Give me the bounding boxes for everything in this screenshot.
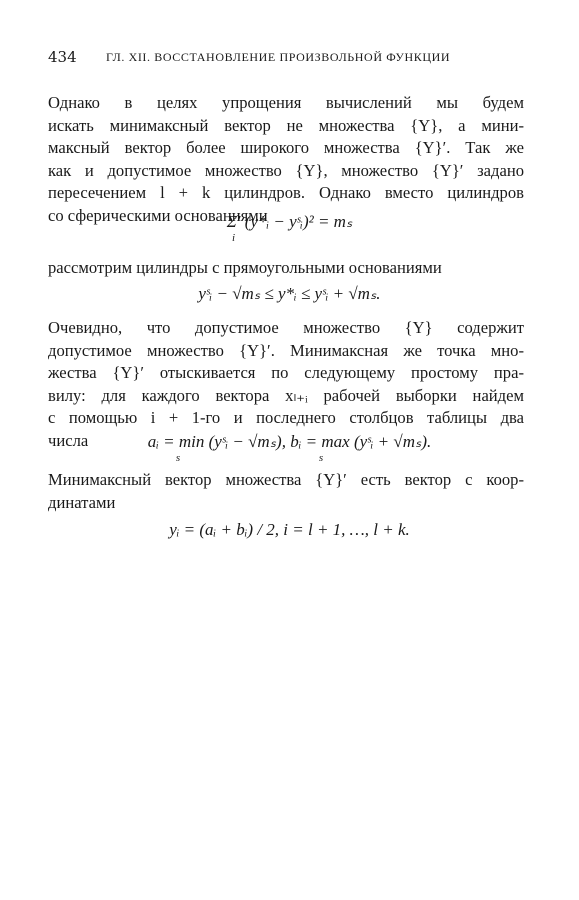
equation-2	[0, 284, 579, 304]
text-line: рассмотрим цилиндры с прямоугольными основаниями	[48, 258, 442, 277]
text-line: максный вектор более широкого множества {Y}′. Так же	[48, 138, 524, 157]
text-line: вилу: для каждого вектора xₗ₊ᵢ рабочей выборки найдем	[48, 385, 524, 405]
running-head: ГЛ. XII. ВОССТАНОВЛЕНИЕ ПРОИЗВОЛЬНОЙ ФУНКЦИИ	[106, 50, 451, 64]
text-line: допустимое множество {Y}′. Минимаксная же точка мно-	[48, 340, 524, 360]
equation-2-text: yˢᵢ − √mₛ ≤ y*ᵢ ≤ yˢᵢ + √mₛ.	[198, 284, 381, 303]
equation-1	[0, 212, 579, 232]
max-subscript: s	[318, 452, 324, 464]
text-line: как и допустимое множество {Y}, множество {Y}′ задано	[48, 160, 524, 180]
text-line: искать минимаксный вектор не множества {Y}, а мини-	[48, 115, 524, 135]
equation-3-subscripts	[0, 452, 579, 464]
text-line: пересечением l + k цилиндров. Однако вместо цилиндров	[48, 183, 524, 202]
summation-index: i	[231, 232, 236, 244]
paragraph-4	[48, 469, 524, 514]
text-line: Однако в целях упрощения вычислений мы будем	[48, 93, 524, 112]
equation-4-text: yᵢ = (aᵢ + bᵢ) / 2, i = l + 1, …, l + k.	[169, 520, 410, 539]
equation-1-index	[0, 232, 523, 244]
paragraph-1	[48, 92, 524, 227]
page-number: 434	[48, 48, 77, 66]
paragraph-2	[48, 257, 524, 280]
min-subscript: s	[175, 452, 181, 464]
equation-4	[0, 520, 579, 540]
text-line: динатами	[48, 492, 116, 512]
equation-3	[0, 432, 579, 452]
text-line: с помощью i + 1-го и последнего столбцов таблицы два	[48, 408, 524, 427]
text-line: Минимаксный вектор множества {Y}′ есть вектор с коор-	[48, 470, 524, 489]
page-header	[48, 48, 528, 68]
text-line: со сферическими основаниями	[48, 205, 268, 225]
text-line: числа	[48, 430, 89, 450]
text-line: Очевидно, что допустимое множество {Y} содержит	[48, 318, 524, 337]
equation-3-text: aᵢ = min (yˢᵢ − √mₛ), bᵢ = max (yˢᵢ + √mₛ).	[147, 432, 432, 451]
text-line: жества {Y}′ отыскивается по следующему простому пра-	[48, 363, 524, 382]
equation-1-text: Σ′ (y*ᵢ − yˢᵢ)² = mₛ	[226, 212, 353, 231]
